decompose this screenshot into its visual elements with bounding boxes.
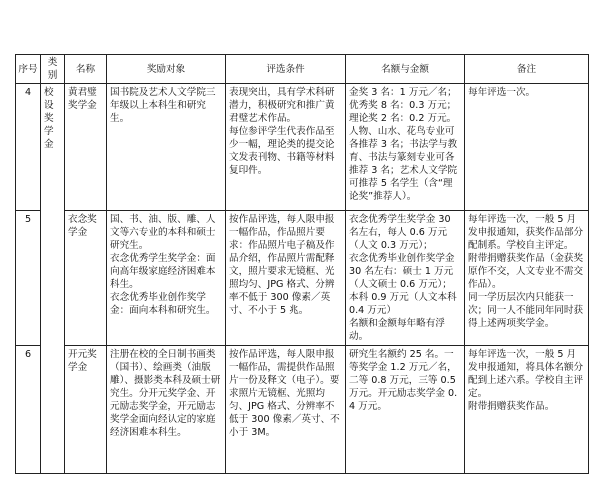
scholarship-table	[15, 54, 589, 474]
header-category: 类别	[41, 55, 65, 84]
award-name: 开元奖学金	[65, 346, 107, 474]
row-number: 6	[16, 346, 41, 474]
remark-text: 附带捐赠获奖作品（金获奖原作不交，人文专业不需交作品）。	[468, 253, 584, 290]
header-remark: 备注	[465, 55, 589, 84]
quota-text: 研究生名额约 25 名。一等奖学金 1.2 万元／名，二等 0.8 万元，三等 0.5 万元。开元励志奖学金 0.4 万元。	[349, 349, 458, 412]
table-row	[16, 346, 589, 474]
row-number: 4	[16, 84, 41, 211]
criteria-text: 表现突出，具有学术科研潜力，积极研究和推广黄君璧艺术作品。	[229, 87, 335, 124]
remark-text: 附带捐赠获奖作品。	[468, 401, 555, 412]
quota-cell	[346, 211, 465, 346]
quota-text: 金奖 3 名：1 万元／名；优秀奖 8 名：0.3 万元；理论奖 2 名：0.2 万元。	[349, 87, 457, 124]
award-name: 黄君璧奖学金	[65, 84, 107, 211]
criteria-cell	[226, 211, 346, 346]
header-row	[16, 55, 589, 84]
quota-cell	[346, 346, 465, 474]
target-cell	[107, 346, 226, 474]
target-cell	[107, 211, 226, 346]
target-cell	[107, 84, 226, 211]
target-text: 国、书、油、版、雕、人文等六专业的本科和硕士研究生。	[110, 214, 216, 251]
criteria-text: 每位参评学生代表作品至少一幅，理论类的提交论文发表刊物、书籍等材料复印件。	[229, 126, 335, 176]
remark-text: 同一学历层次内只能获一次；同一人不能同年同时获得上述两项奖学金。	[468, 292, 584, 329]
quota-text: 人物、山水、花鸟专业可各推荐 3 名；书法学与教育、书法与篆刻专业可各推荐 3 名；艺术人文学院可推荐 5 名学生（含“理论奖”推荐人）。	[349, 126, 458, 202]
header-criteria: 评选条件	[226, 55, 346, 84]
criteria-text: 按作品评选，每人限申报一幅作品，作品照片要求：作品照片电子稿及作品介绍，作品照片需配释文，照片要求无镜框、光照均匀、JPG 格式、分辨率不低于 300 像素／英寸、不小于 5 兆。	[229, 214, 335, 316]
remark-cell	[465, 346, 589, 474]
criteria-text: 按作品评选，每人限申报一幅作品，需提供作品照片一份及释文（电子）。要求照片无镜框、光照均匀、JPG 格式、分辨率不低于 300 像素／英寸、不小于 3M。	[229, 349, 340, 438]
remark-text: 每年评选一次。	[468, 87, 536, 98]
table-row	[16, 84, 589, 211]
criteria-cell	[226, 346, 346, 474]
table-row	[16, 211, 589, 346]
target-text: 注册在校的全日制书画类（国书）、绘画类（油版雕）、摄影类本科及硕士研究生。分开元奖学金、开元励志奖学金，开元励志奖学金面向经认定的家庭经济困难本科生。	[110, 349, 221, 438]
quota-text: 衣念优秀学生奖学金 30 名左右，每人 0.6 万元（人文 0.3 万元）；	[349, 214, 451, 251]
row-number: 5	[16, 211, 41, 346]
quota-cell	[346, 84, 465, 211]
target-text: 国书院及艺术人文学院三年级以上本科生和研究生。	[110, 87, 216, 124]
remark-text: 每年评选一次，一般 5 月发申报通知，将具体名额分配到上述六系。学校自主评定。	[468, 349, 584, 399]
award-name: 衣念奖学金	[65, 211, 107, 346]
remark-text: 每年评选一次，一般 5 月发申报通知，获奖作品部分配制系。学校自主评定。	[468, 214, 584, 251]
header-target: 奖励对象	[107, 55, 226, 84]
header-quota: 名额与金额	[346, 55, 465, 84]
category-cell: 校设奖学金	[41, 84, 65, 474]
header-num: 序号	[16, 55, 41, 84]
remark-cell	[465, 84, 589, 211]
quota-text: 衣念优秀毕业创作奖学金 30 名左右：硕士 1 万元（人文硕士 0.6 万元）；本科 0.9 万元（人文本科 0.4 万元）	[349, 253, 457, 316]
criteria-cell	[226, 84, 346, 211]
quota-text: 名额和金额每年略有浮动。	[349, 318, 445, 342]
remark-cell	[465, 211, 589, 346]
target-text: 衣念优秀学生奖学金：面向高年级家庭经济困难本科生。	[110, 253, 216, 290]
target-text: 衣念优秀毕业创作奖学金：面向本科和研究生。	[110, 292, 216, 316]
header-name: 名称	[65, 55, 107, 84]
